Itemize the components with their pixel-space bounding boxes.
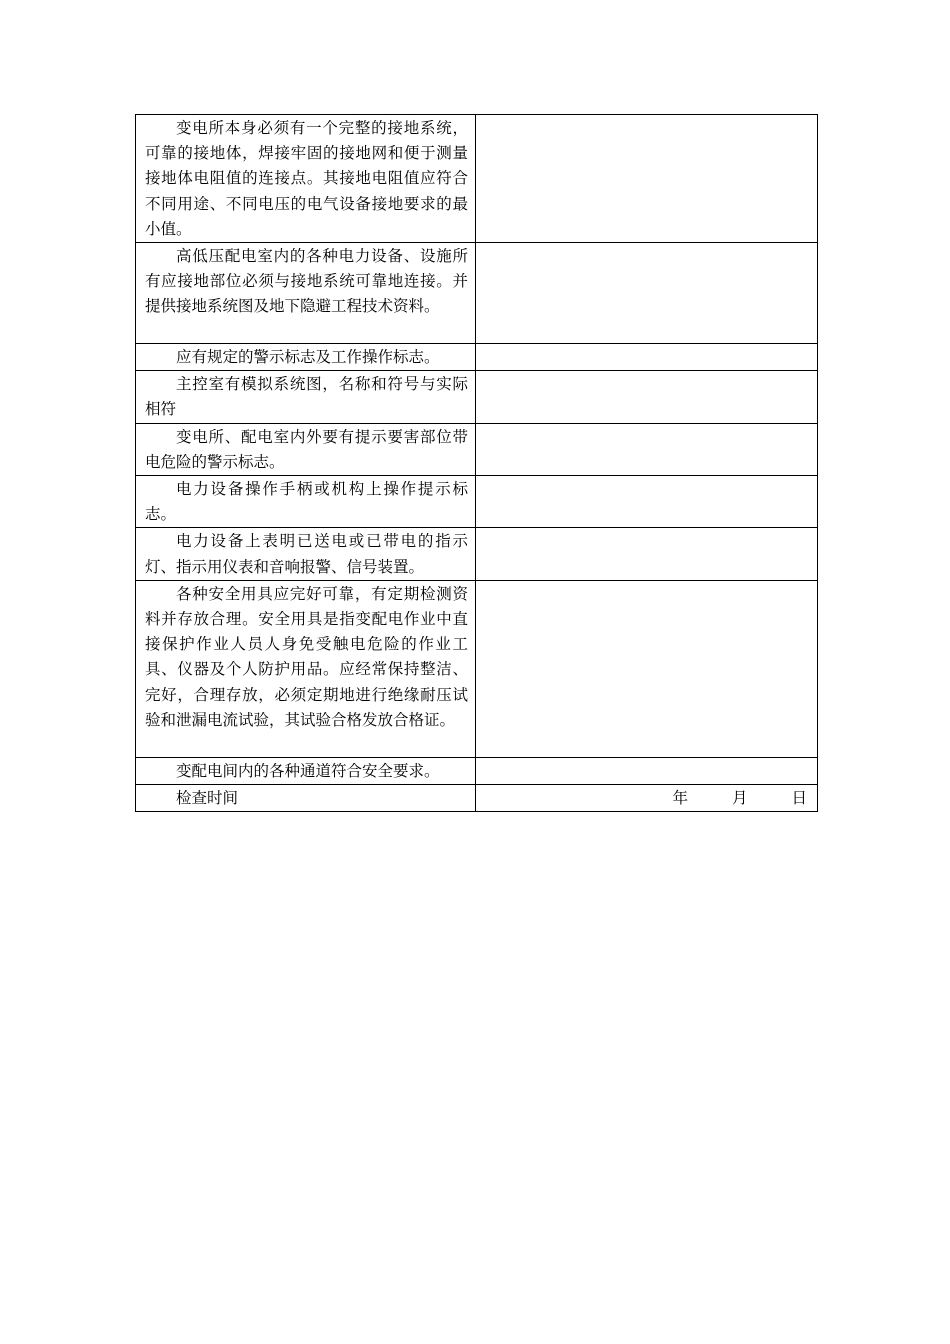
date-month-label: 月 [731,789,748,808]
checklist-row [136,243,818,344]
checklist-row [136,371,818,423]
item-text: 电力设备上表明已送电或已带电的指示灯、指示用仪表和音响报警、信号装置。 [145,532,468,576]
item-cell [136,528,476,580]
result-cell[interactable] [476,423,818,475]
inspection-date-cell[interactable] [476,785,818,812]
result-cell[interactable] [476,580,818,757]
item-cell [136,476,476,528]
item-text: 变电所本身必须有一个完整的接地系统，可靠的接地体，焊接牢固的接地网和便于测量接地体电阻值的连接点。其接地电阻值应符合不同用途、不同电压的电气设备接地要求的最小值。 [145,119,468,238]
item-cell [136,423,476,475]
item-cell [136,115,476,243]
checklist-row [136,115,818,243]
result-cell[interactable] [476,371,818,423]
result-cell[interactable] [476,344,818,371]
inspection-checklist-table [135,114,818,812]
item-cell [136,580,476,757]
date-day-label: 日 [791,789,807,808]
inspection-time-row [136,785,818,812]
item-text: 各种安全用具应完好可靠，有定期检测资料并存放合理。安全用具是指变配电作业中直接保护作业人员人身免受触电危险的作业工具、仪器及个人防护用品。应经常保持整洁、完好，合理存放，必须定期地进行绝缘耐压试验和泄漏电流试验，其试验合格发放合格证。 [145,584,468,729]
inspection-time-label-cell [136,785,476,812]
item-cell [136,371,476,423]
checklist-row [136,528,818,580]
checklist-row [136,580,818,757]
result-cell[interactable] [476,243,818,344]
result-cell[interactable] [476,528,818,580]
item-cell [136,757,476,784]
item-text: 高低压配电室内的各种电力设备、设施所有应接地部位必须与接地系统可靠地连接。并提供接地系统图及地下隐避工程技术资料。 [145,247,468,316]
inspection-date [476,785,817,811]
item-text: 变电所、配电室内外要有提示要害部位带电危险的警示标志。 [145,427,468,471]
item-text: 变配电间内的各种通道符合安全要求。 [176,761,440,780]
item-text: 主控室有模拟系统图，名称和符号与实际相符 [145,375,468,419]
checklist-row [136,344,818,371]
result-cell[interactable] [476,757,818,784]
item-cell [136,243,476,344]
result-cell[interactable] [476,476,818,528]
item-text: 应有规定的警示标志及工作操作标志。 [176,348,440,367]
inspection-time-label: 检查时间 [176,789,239,808]
item-text: 电力设备操作手柄或机构上操作提示标志。 [145,480,468,524]
date-year-label: 年 [672,789,688,808]
item-cell [136,344,476,371]
checklist-row [136,476,818,528]
result-cell[interactable] [476,115,818,243]
checklist-row [136,757,818,784]
checklist-row [136,423,818,475]
